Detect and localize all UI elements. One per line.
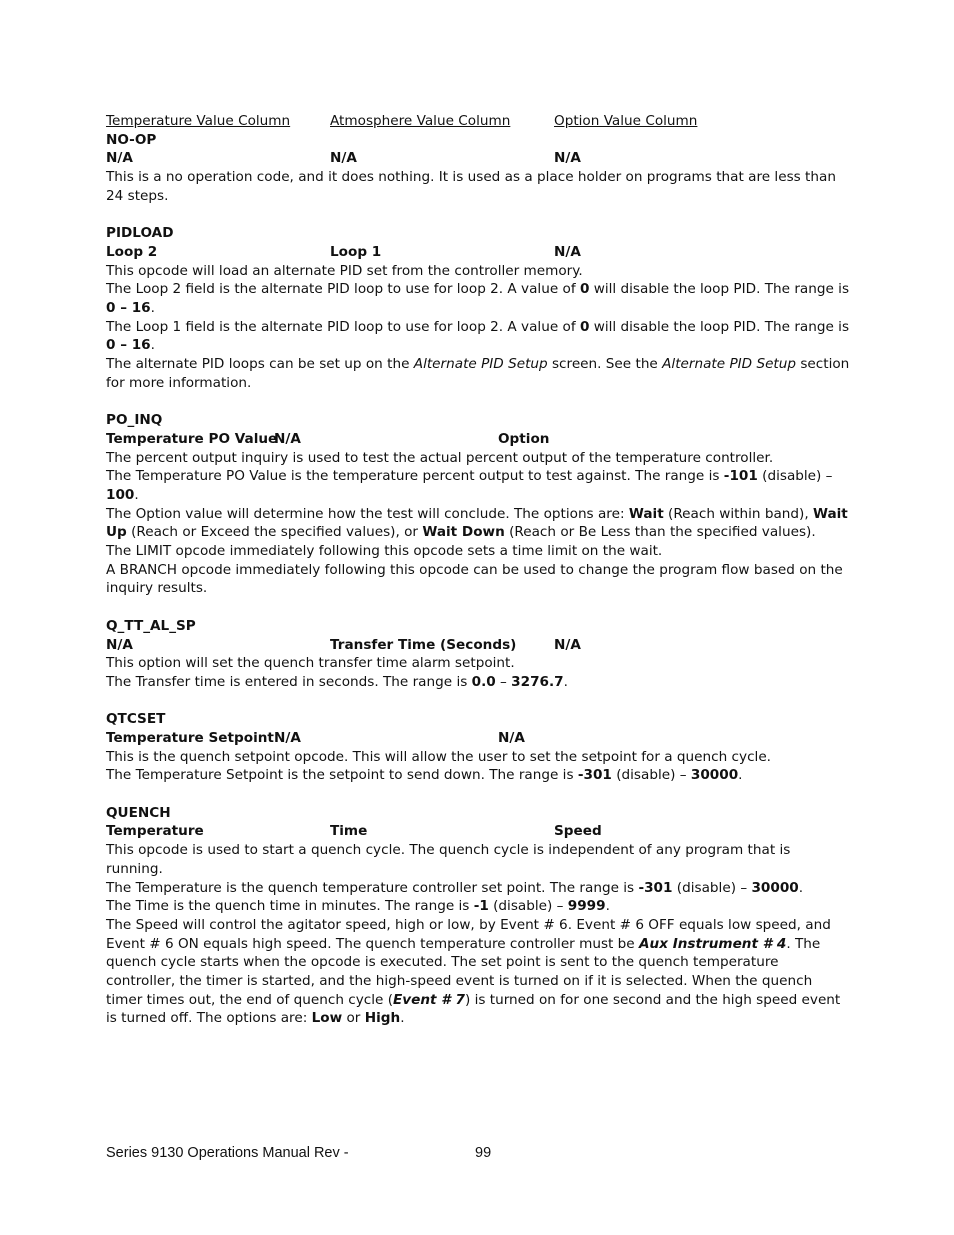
quench-option-value: Speed xyxy=(554,823,602,840)
section-title-noop: NO-OP xyxy=(106,131,157,148)
noop-values-row xyxy=(106,149,850,168)
footer-page-number: 99 xyxy=(475,1145,492,1161)
pidload-temperature-value: Loop 2 xyxy=(106,243,158,260)
poinq-temperature-value: Temperature PO Value xyxy=(106,430,278,447)
noop-description: This is a no operation code, and it does nothing. It is used as a place holder on programs that are less than 24 steps. xyxy=(106,169,836,204)
noop-temperature-value: N/A xyxy=(106,150,133,167)
quench-line-3: The Time is the quench time in minutes. The range is -1 (disable) – 9999. xyxy=(106,898,610,915)
poinq-line-3: The Option value will determine how the test will conclude. The options are: Wait (Reach within band), Wait Up (Reach or Exceed the specified values), or Wait Down (Reach or Be Less than the specified values). xyxy=(106,505,848,541)
quench-line-2: The Temperature is the quench temperature controller set point. The range is -301 (disable) – 30000. xyxy=(106,879,804,896)
section-title-quench: QUENCH xyxy=(106,804,171,821)
qtt-atmosphere-value: Transfer Time (Seconds) xyxy=(330,636,517,653)
poinq-line-4: The LIMIT opcode immediately following this opcode sets a time limit on the wait. xyxy=(106,543,663,560)
noop-option-value: N/A xyxy=(554,150,581,167)
quench-temperature-value: Temperature xyxy=(106,823,204,840)
poinq-atmosphere-value: N/A xyxy=(274,430,301,447)
quench-atmosphere-value: Time xyxy=(330,823,368,840)
quench-values-row xyxy=(106,822,850,841)
section-title-q-tt-al-sp: Q_TT_AL_SP xyxy=(106,617,196,634)
pidload-values-row xyxy=(106,243,850,262)
poinq-values-row xyxy=(106,430,850,449)
qtcset-atmosphere-value: N/A xyxy=(274,729,301,746)
quench-line-4: The Speed will control the agitator speed, high or low, by Event # 6. Event # 6 OFF equals low speed, and Event # 6 ON equals high speed. The quench temperature controller must be Aux Instrument # 4. The quench cycle starts when the opcode is executed. The set point is sent to the quench temperature controller, the timer is started, and the high-speed event is turned on if it is selected. When the quench timer times out, the end of quench cycle (Event # 7) is turned on for one second and the high speed event is turned off. The options are: Low or High. xyxy=(106,916,841,1027)
header-option-column: Option Value Column xyxy=(554,113,698,129)
header-temperature-column: Temperature Value Column xyxy=(106,113,291,129)
qtcset-line-1: This is the quench setpoint opcode. This will allow the user to set the setpoint for a quench cycle. xyxy=(106,748,771,765)
poinq-line-2: The Temperature PO Value is the temperature percent output to test against. The range is -101 (disable) – 100. xyxy=(106,468,833,503)
page-footer xyxy=(106,1145,850,1165)
pidload-line-2: The Loop 2 field is the alternate PID loop to use for loop 2. A value of 0 will disable the loop PID. The range is 0 – 16. xyxy=(106,281,850,316)
qtt-line-2: The Transfer time is entered in seconds. The range is 0.0 – 3276.7. xyxy=(106,673,568,690)
section-title-pidload: PIDLOAD xyxy=(106,225,174,242)
poinq-line-1: The percent output inquiry is used to test the actual percent output of the temperature controller. xyxy=(106,449,774,466)
qtt-line-1: This option will set the quench transfer time alarm setpoint. xyxy=(106,655,515,672)
noop-atmosphere-value: N/A xyxy=(330,150,357,167)
qtt-temperature-value: N/A xyxy=(106,636,133,653)
pidload-atmosphere-value: Loop 1 xyxy=(330,243,382,260)
pidload-line-1: This opcode will load an alternate PID set from the controller memory. xyxy=(106,262,583,279)
qtt-values-row xyxy=(106,636,850,655)
column-header-row xyxy=(106,112,850,131)
footer-manual-title: Series 9130 Operations Manual Rev - xyxy=(106,1145,349,1161)
pidload-line-3: The Loop 1 field is the alternate PID loop to use for loop 2. A value of 0 will disable the loop PID. The range is 0 – 16. xyxy=(106,318,850,354)
qtt-option-value: N/A xyxy=(554,636,581,653)
header-atmosphere-column: Atmosphere Value Column xyxy=(330,113,511,129)
qtcset-line-2: The Temperature Setpoint is the setpoint to send down. The range is -301 (disable) – 30000. xyxy=(106,767,743,784)
qtcset-option-value: N/A xyxy=(498,729,525,746)
pidload-option-value: N/A xyxy=(554,243,581,260)
document-body xyxy=(106,112,850,1028)
qtcset-values-row xyxy=(106,729,850,748)
poinq-option-value: Option xyxy=(498,430,550,447)
section-title-po-inq: PO_INQ xyxy=(106,412,163,429)
section-title-qtcset: QTCSET xyxy=(106,711,166,728)
poinq-line-5: A BRANCH opcode immediately following this opcode can be used to change the program flow based on the inquiry results. xyxy=(106,561,843,597)
quench-line-1: This opcode is used to start a quench cycle. The quench cycle is independent of any program that is running. xyxy=(106,842,791,877)
pidload-line-4: The alternate PID loops can be set up on the Alternate PID Setup screen. See the Alternate PID Setup section for more information. xyxy=(106,356,850,391)
qtcset-temperature-value: Temperature Setpoint xyxy=(106,729,274,746)
